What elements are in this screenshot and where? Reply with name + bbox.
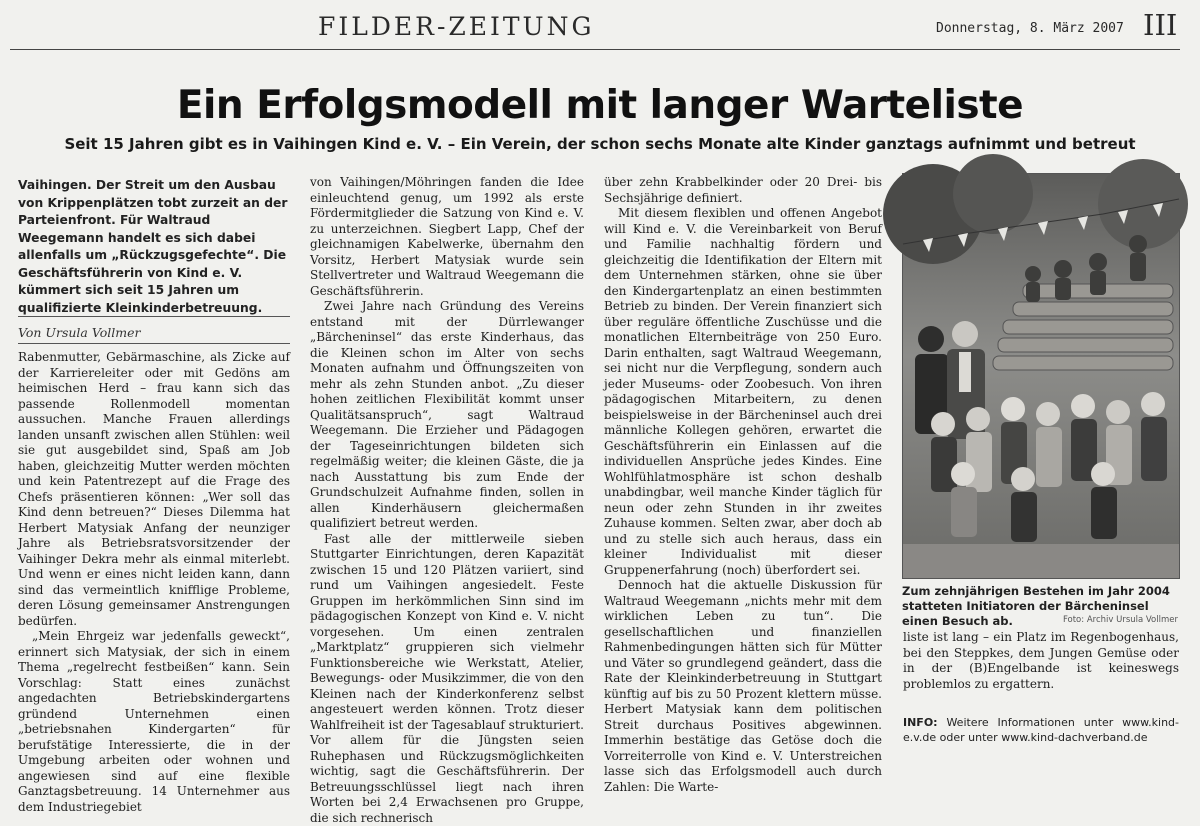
article-column-3 xyxy=(604,175,882,756)
article-lead: Vaihingen. Der Streit um den Ausbau von Krippenplätzen tobt zurzeit an der Parteienfront. Für Waltraud Weegemann handelt es sich dabei allenfalls um „Rückzugsgefechte“. Die Geschäftsführerin von Kind e. V. kümmert sich seit 15 Jahren um qualifizierte Kleinkinderbetreuung. xyxy=(18,177,290,317)
article-photo xyxy=(902,173,1180,579)
info-box xyxy=(903,715,1179,745)
masthead-divider xyxy=(10,49,1180,50)
paragraph: Rabenmutter, Gebärmaschine, als Zicke auf der Karriereleiter oder mit Gedöns am heimischen Herd – frau kann sich das passende Rollenmodell momentan aussuchen. Manche Frauen allerdings landen unsanft zwischen allen Stühlen: weil sie gut ausgebildet sind, Spaß am Job haben, gleichzeitig Mutter werden möchten und kein Patentrezept auf die Frage des Chefs präsentieren können: „Wer soll das Kind denn betreuen?“ Dieses Dilemma hat Herbert Matysiak Anfang der neunziger Jahre als Betriebsratsvorsitzender der Vaihinger Dekra mehr als einmal miterlebt. Und wenn er eines nicht leiden kann, dann sind das vermeintlich knifflige Probleme, deren Lösung gemeinsamer Anstrengungen bedürfen. xyxy=(18,350,290,629)
paragraph: über zehn Krabbelkinder oder 20 Drei- bis Sechsjährige definiert. xyxy=(604,175,882,206)
paragraph: „Mein Ehrgeiz war jedenfalls geweckt“, erinnert sich Matysiak, der sich in einem Thema „regelrecht festbeißen“ kann. Sein Vorschlag: Statt eines zunächst angedachten Betriebskindergartens gründend Unternehmen einen „betriebsnahen Kindergarten“ für berufstätige Interessierte, die in der Umgebung arbeiten oder wohnen und angewiesen sind auf eine flexible Ganztagsbetreuung. 14 Unternehmer aus dem Industriegebiet xyxy=(18,629,290,815)
info-label: INFO: xyxy=(903,716,938,729)
paragraph: Zwei Jahre nach Gründung des Vereins entstand mit der Dürrlewanger „Bärcheninsel“ das erste Kinderhaus, das die Kleinen schon im Alter von sechs Monaten aufnahm und Öffnungszeiten von mehr als zehn Stunden anbot. „Zu dieser hohen zeitlichen Flexibilität kommt unser Qualitätsanspruch“, sagt Waltraud Weegemann. Die Erzieher und Pädagogen der Tageseinrichtungen bildeten sich regelmäßig weiter; die kleinen Gäste, die ja nach Ausstattung bis zum Ende der Grundschulzeit Aufnahme finden, sollen in allen Kinderhäusern gleichermaßen qualifiziert betreut werden. xyxy=(310,299,584,532)
paragraph: liste ist lang – ein Platz im Regenbogenhaus, bei den Steppkes, dem Jungen Gemüse oder in der (B)Engelbande ist keineswegs problemlos zu ergattern. xyxy=(903,630,1179,692)
page-number: III xyxy=(1143,8,1177,42)
paragraph: von Vaihingen/Möhringen fanden die Idee einleuchtend genug, um 1992 als erste Fördermitglieder die Satzung von Kind e. V. zu unterzeichnen. Siegbert Lapp, Chef der gleichnamigen Kabelwerke, übernahm den Vorsitz, Herbert Matysiak wurde sein Stellvertreter und Waltraud Weegemann die Geschäftsführerin. xyxy=(310,175,584,299)
byline-rule-top xyxy=(18,316,290,317)
article-column-4 xyxy=(903,630,1179,710)
article-column-1 xyxy=(18,350,290,756)
group-photo-illustration xyxy=(903,174,1179,578)
article-byline: Von Ursula Vollmer xyxy=(18,325,140,340)
newspaper-name: FILDER-ZEITUNG xyxy=(318,12,594,41)
paragraph: Mit diesem flexiblen und offenen Angebot will Kind e. V. die Vereinbarkeit von Beruf und Familie nachhaltig fördern und gleichzeitig die Identifikation der Eltern mit dem Unternehmen stärken, ohne sie über den Kindergartenplatz an einen bestimmten Betrieb zu binden. Der Verein finanziert sich über reguläre öffentliche Zuschüsse und die monatlichen Elternbeiträge von 250 Euro. Darin enthalten, sagt Waltraud Weegemann, sei nicht nur die Verpflegung, sondern auch jeder Museums- oder Zoobesuch. Von ihren pädagogischen Mitarbeitern, zu denen beispielsweise in der Bärcheninsel auch drei männliche Kollegen gehören, erwartet die Geschäftsführerin ein Einlassen auf die individuellen Ansprüche jedes Kindes. Eine Wohlfühlatmosphäre ist schon deshalb unabdingbar, weil manche Kinder täglich für neun oder zehn Stunden in ihr zweites Zuhause kommen. Selten zwar, aber doch ab und zu stelle sich auch heraus, dass ein kleiner Individualist mit dieser Gruppenerfahrung (noch) überfordert sei. xyxy=(604,206,882,578)
paragraph: Dennoch hat die aktuelle Diskussion für Waltraud Weegemann „nichts mehr mit dem wirklichen Leben zu tun“. Die gesellschaftlichen und finanziellen Rahmenbedingungen hätten sich für Mütter und Väter so grundlegend geändert, dass die Rate der Kleinkinderbetreuung in Stuttgart künftig auf bis zu 50 Prozent klettern müsse. Herbert Matysiak kann dem politischen Streit durchaus Positives abgewinnen. Immerhin bestätige das Getöse doch die Vorreiterrolle von Kind e. V. Unterstreichen lasse sich das Erfolgsmodell auch durch Zahlen: Die Warte- xyxy=(604,578,882,795)
byline-rule-bottom xyxy=(18,343,290,344)
photo-caption: Zum zehnjährigen Bestehen im Jahr 2004 statteten Initiatoren der Bärcheninsel einen Besuch ab. xyxy=(902,584,1178,629)
info-text: Weitere Informationen unter www.kind-e.v.de oder unter www.kind-dachverband.de xyxy=(903,716,1179,744)
issue-date: Donnerstag, 8. März 2007 xyxy=(936,21,1124,36)
article-subheadline: Seit 15 Jahren gibt es in Vaihingen Kind e. V. – Ein Verein, der schon sechs Monate alte Kinder ganztags aufnimmt und betreut xyxy=(0,135,1200,153)
article-headline: Ein Erfolgsmodell mit langer Warteliste xyxy=(0,83,1200,128)
article-column-2 xyxy=(310,175,584,756)
paragraph: Fast alle der mittlerweile sieben Stuttgarter Einrichtungen, deren Kapazität zwischen 15 und 120 Plätzen variiert, sind rund um Vaihingen angesiedelt. Feste Gruppen im herkömmlichen Sinn sind im pädagogischen Konzept von Kind e. V. nicht vorgesehen. Um einen zentralen „Marktplatz“ gruppieren sich vielmehr Funktionsbereiche wie Werkstatt, Atelier, Bewegungs- oder Musikzimmer, die von den Kleinen nach der Kinderkonferenz selbst angesteuert werden können. Trotz dieser Wahlfreiheit ist der Tagesablauf strukturiert. Vor allem für die Jüngsten seien Ruhephasen und Rückzugsmöglichkeiten wichtig, sagt die Geschäftsführerin. Der Betreuungsschlüssel liegt nach ihren Worten bei 2,4 Erwachsenen pro Gruppe, die sich rechnerisch xyxy=(310,532,584,826)
photo-credit: Foto: Archiv Ursula Vollmer xyxy=(1063,615,1178,625)
masthead xyxy=(0,0,1200,50)
